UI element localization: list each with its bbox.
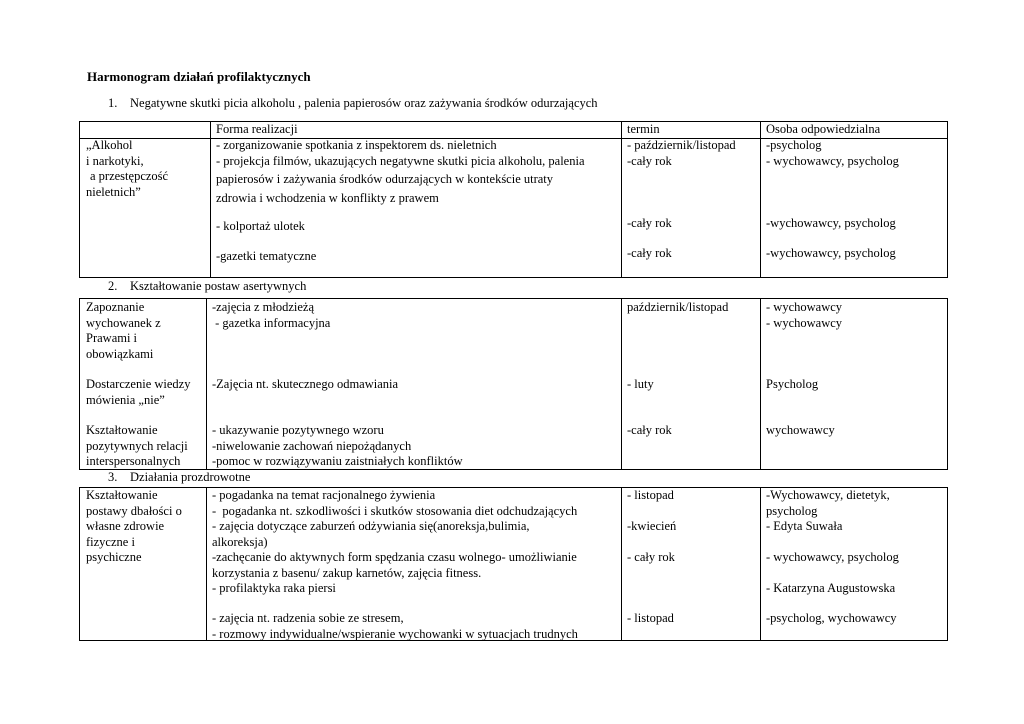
table-section-3 bbox=[79, 487, 948, 641]
section-title: Kształtowanie postaw asertywnych bbox=[130, 279, 307, 293]
persons-cell: -Wychowawcy, dietetyk, psycholog - Edyta Suwała bbox=[766, 488, 890, 533]
persons-cell: Psycholog bbox=[766, 377, 819, 391]
topic-cell: Zapoznanie wychowanek z Prawami i obowiązkami bbox=[86, 300, 161, 361]
section-number: 1. bbox=[108, 96, 118, 110]
header-termin: termin bbox=[627, 122, 660, 136]
forms-cell: - pogadanka na temat racjonalnego żywienia - pogadanka nt. szkodliwości i skutków stosowania diet odchudzających - zajęcia dotyczące zaburzeń odżywiania się(anoreksja,bulimia, alkoreksja) -zachęcanie do aktywnych form spędzania czasu wolnego- umożliwianie korzystania z basenu/ zakup karnetów, zajęcia fitness. - profilaktyka raka piersi bbox=[212, 488, 578, 595]
person-leaflets: -wychowawcy, psycholog bbox=[766, 216, 896, 230]
terms-cell: - październik/listopad -cały rok bbox=[627, 138, 736, 168]
header-forma: Forma realizacji bbox=[216, 122, 298, 136]
term-kwiecien: -kwiecień bbox=[627, 519, 677, 533]
person-augustowska: - Katarzyna Augustowska bbox=[766, 581, 896, 595]
topic-cell: Kształtowanie pozytywnych relacji interspersonalnych bbox=[86, 423, 188, 468]
section-number: 2. bbox=[108, 279, 118, 293]
topic-cell: Dostarczenie wiedzy mówienia „nie” bbox=[86, 377, 191, 407]
term-gazettes: -cały rok bbox=[627, 246, 672, 260]
header-osoba: Osoba odpowiedzialna bbox=[766, 122, 881, 136]
forms-cell: -zajęcia z młodzieżą - gazetka informacyjna bbox=[212, 300, 331, 330]
forms-cell-leaflets: - kolportaż ulotek bbox=[216, 219, 305, 233]
topic-cell: Kształtowanie postawy dbałości o własne zdrowie fizyczne i psychiczne bbox=[86, 488, 182, 564]
topic-cell: „Alkohol i narkotyki, a przestępczość nieletnich” bbox=[86, 138, 169, 199]
document-title: Harmonogram działań profilaktycznych bbox=[87, 69, 311, 84]
persons-cell: -psycholog - wychowawcy, psycholog bbox=[766, 138, 899, 168]
forms-cell-gazettes: -gazetki tematyczne bbox=[216, 249, 317, 263]
person-gazettes: -wychowawcy, psycholog bbox=[766, 246, 896, 260]
term-caly-rok: - cały rok bbox=[627, 550, 675, 564]
person-stress: -psycholog, wychowawcy bbox=[766, 611, 897, 625]
section-title: Działania prozdrowotne bbox=[130, 470, 251, 484]
table-section-2 bbox=[79, 298, 948, 470]
term-listopad: - listopad bbox=[627, 488, 674, 502]
terms-cell: - luty bbox=[627, 377, 654, 391]
forms-cell: -Zajęcia nt. skutecznego odmawiania bbox=[212, 377, 399, 391]
terms-cell: październik/listopad bbox=[627, 300, 729, 314]
table-section-1 bbox=[79, 121, 948, 278]
forms-cell: - ukazywanie pozytywnego wzoru -niwelowanie zachowań niepożądanych -pomoc w rozwiązywaniu zaistniałych konfliktów bbox=[212, 423, 463, 468]
forms-cell: - zorganizowanie spotkania z inspektorem ds. nieletnich - projekcja filmów, ukazujących negatywne skutki picia alkoholu, palenia papierosów i zażywania środków odurzających w kontekście utraty zdrowia i wchodzenia w konflikty z prawem bbox=[216, 138, 585, 205]
term-listopad-2: - listopad bbox=[627, 611, 674, 625]
section-number: 3. bbox=[108, 470, 118, 484]
term-leaflets: -cały rok bbox=[627, 216, 672, 230]
section-title: Negatywne skutki picia alkoholu , palenia papierosów oraz zażywania środków odurzających bbox=[130, 96, 598, 110]
person-caly-rok: - wychowawcy, psycholog bbox=[766, 550, 899, 564]
persons-cell: - wychowawcy - wychowawcy bbox=[766, 300, 843, 330]
forms-cell-stress: - zajęcia nt. radzenia sobie ze stresem, - rozmowy indywidualne/wspieranie wychowanki w sytuacjach trudnych bbox=[212, 611, 578, 641]
terms-cell: -cały rok bbox=[627, 423, 672, 437]
persons-cell: wychowawcy bbox=[766, 423, 835, 437]
